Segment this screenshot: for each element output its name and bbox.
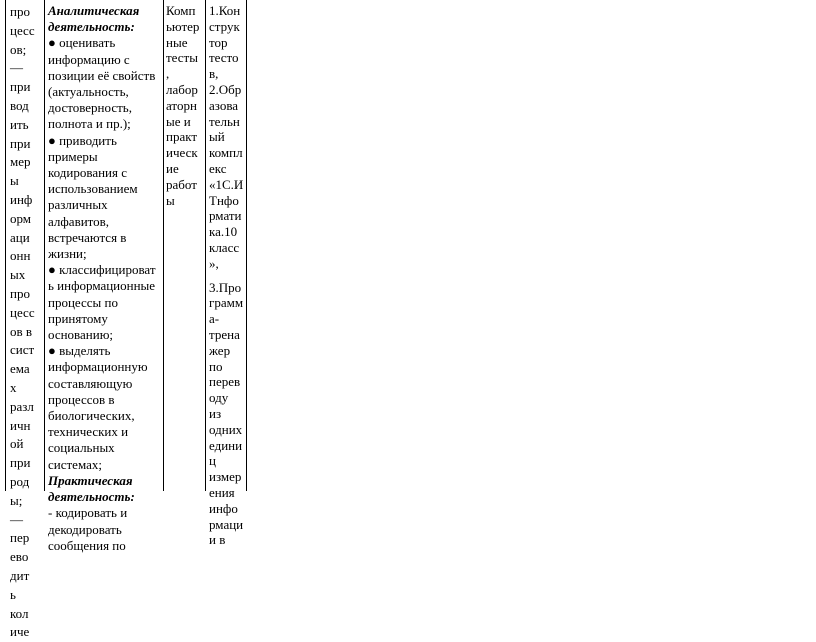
cell-text-line: про xyxy=(10,4,30,19)
cell-text-line: Тнфо xyxy=(209,192,239,208)
cell-text-line: ● выделять xyxy=(48,343,111,359)
cell-text-line: (актуальность, xyxy=(48,84,129,100)
cell-text-line: работ xyxy=(166,176,197,192)
cell-text-line: 2.Обр xyxy=(209,81,242,97)
table-border-right xyxy=(246,0,247,491)
cell-text-line: социальных xyxy=(48,440,115,456)
cell-text-line: ов в xyxy=(10,323,33,339)
cell-text-line: ов; xyxy=(10,41,27,57)
cell-text-line: примеры xyxy=(48,148,98,164)
table-column-divider xyxy=(44,0,45,491)
cell-text-line: вод xyxy=(10,97,29,113)
cell-text-line: декодировать xyxy=(48,521,122,537)
cell-text-line: род xyxy=(10,473,30,489)
cell-text-line: ие xyxy=(166,160,179,176)
cell-text-line: сообщения по xyxy=(48,537,126,553)
cell-text-line: екс xyxy=(209,160,227,176)
cell-text-line: тельн xyxy=(209,113,240,129)
cell-text-line: пер xyxy=(10,530,30,546)
cell-text-line: из xyxy=(209,405,222,421)
cell-text-line: ы; xyxy=(10,492,23,508)
cell-text-line: оду xyxy=(209,390,229,406)
cell-text-line: ой xyxy=(10,436,24,452)
cell-text-line: тесты xyxy=(166,50,198,66)
cell-text-line: дит xyxy=(10,567,30,583)
cell-text-line: жизни; xyxy=(48,246,87,262)
cell-text-line: х xyxy=(10,379,17,395)
cell-text-line: информационную xyxy=(48,359,148,375)
cell-text-line: кодирования с xyxy=(48,165,128,181)
cell-text-line: ц xyxy=(209,453,216,469)
cell-text-line: при xyxy=(10,135,31,151)
cell-text-line: ы xyxy=(10,173,19,189)
cell-text-line: сист xyxy=(10,342,35,358)
cell-text-line: ения xyxy=(209,484,235,500)
cell-text-line: ь xyxy=(10,586,16,602)
cell-text-line: биологических, xyxy=(48,408,135,424)
cell-text-line: ый xyxy=(209,129,225,145)
cell-text-line: ых xyxy=(10,267,26,283)
cell-text-line: при xyxy=(10,455,31,471)
activity-heading-analytic-b: деятельность: xyxy=(48,19,135,35)
cell-text-line: ить xyxy=(10,116,29,132)
cell-text-line: ическ xyxy=(166,145,198,161)
cell-text-line: составляющую xyxy=(48,375,133,391)
cell-text-line: аци xyxy=(10,229,30,245)
cell-text-line: — xyxy=(10,511,23,527)
cell-text-line: кол xyxy=(10,605,29,621)
table-cell-activities xyxy=(48,3,160,554)
cell-text-line: позиции её свойств xyxy=(48,67,156,83)
cell-text-line: едини xyxy=(209,437,243,453)
cell-text-line: инфо xyxy=(209,500,238,516)
cell-text-line: перев xyxy=(209,374,241,390)
activity-heading-analytic: Аналитическая xyxy=(48,3,140,18)
activity-list-practical xyxy=(48,505,160,554)
cell-text-line: разл xyxy=(10,398,34,414)
cell-text-line: ● приводить xyxy=(48,132,117,148)
cell-text-line: технических и xyxy=(48,424,129,440)
cell-text-line: достоверность, xyxy=(48,100,132,116)
cell-text-line: инф xyxy=(10,191,33,207)
cell-text-line: — xyxy=(10,60,23,76)
resource-list-part1 xyxy=(209,3,245,272)
cell-text-line: жер xyxy=(209,342,231,358)
resource-list-part2 xyxy=(209,280,245,549)
cell-text-line: рмаци xyxy=(209,516,244,532)
cell-text-line: рмати xyxy=(209,208,242,224)
cell-text-line: грамм xyxy=(209,295,244,311)
cell-text-line: одних xyxy=(209,421,243,437)
cell-text-line: принятому xyxy=(48,310,108,326)
cell-text-line: ● классифицироват xyxy=(48,262,156,278)
cell-text-line: ● оценивать xyxy=(48,35,116,51)
cell-text-line: тор xyxy=(209,34,228,50)
cell-text-line: алфавитов, xyxy=(48,213,110,229)
cell-text-line: - кодировать и xyxy=(48,505,128,521)
cell-text-line: тесто xyxy=(209,50,239,66)
cell-text-line: процессов в xyxy=(48,391,115,407)
cell-text-line: при xyxy=(10,79,31,95)
cell-text-line: », xyxy=(209,255,219,271)
cell-text-line: по xyxy=(209,358,223,374)
cell-text-line: орм xyxy=(10,210,32,226)
activity-heading-practical: Практическая xyxy=(48,472,133,488)
cell-text-line: онн xyxy=(10,248,31,264)
activity-heading-practical-b: деятельность: xyxy=(48,489,135,505)
cell-text-line: основанию; xyxy=(48,327,114,343)
cell-text-line: «1С.И xyxy=(209,176,244,192)
cell-text-line: ема xyxy=(10,361,30,377)
cell-text-line: 3.Про xyxy=(209,279,242,295)
cell-text-line: а- xyxy=(209,311,220,327)
cell-text-line: мер xyxy=(10,154,31,170)
cell-text-line: полнота и пр.); xyxy=(48,116,131,132)
cell-text-line: измер xyxy=(209,469,242,485)
cell-text-line: практ xyxy=(166,129,198,145)
cell-text-line: различных xyxy=(48,197,108,213)
cell-text-line: системах; xyxy=(48,456,102,472)
cell-text-line: процессы по xyxy=(48,294,118,310)
cell-text-line: цесс xyxy=(10,304,35,320)
cell-text-line: ево xyxy=(10,549,29,565)
cell-text-line: про xyxy=(10,285,30,301)
cell-text-line: 1.Кон xyxy=(209,3,241,18)
table-column-divider xyxy=(205,0,206,491)
cell-text-line: , xyxy=(166,66,170,82)
table-column-divider xyxy=(163,0,164,491)
table-cell-control-forms xyxy=(166,3,204,208)
table-border-left xyxy=(5,0,6,491)
cell-text-line: ь информационные xyxy=(48,278,156,294)
cell-text-line: и в xyxy=(209,532,226,548)
cell-text-line: аторн xyxy=(166,97,197,113)
cell-text-line: информацию с xyxy=(48,51,130,67)
cell-text-line: ные xyxy=(166,34,188,50)
cell-text-line: Комп xyxy=(166,3,196,18)
cell-text-line: цесс xyxy=(10,22,35,38)
cell-text-line: трена xyxy=(209,326,240,342)
cell-text-line: встречаются в xyxy=(48,229,127,245)
cell-text-line: компл xyxy=(209,145,243,161)
cell-text-line: в, xyxy=(209,66,219,82)
cell-text-line: ка.10 xyxy=(209,224,238,240)
cell-text-line: струк xyxy=(209,18,240,34)
cell-text-line: ичн xyxy=(10,417,31,433)
table-cell-resources xyxy=(209,3,245,548)
activity-list-analytic xyxy=(48,35,160,472)
cell-text-line: использованием xyxy=(48,181,138,197)
cell-text-line: ы xyxy=(166,192,175,208)
cell-text-line: азова xyxy=(209,97,239,113)
cell-text-line: лабор xyxy=(166,81,198,97)
table-cell-results xyxy=(10,3,40,642)
cell-text-line: ьютер xyxy=(166,18,200,34)
cell-text-line: класс xyxy=(209,239,240,255)
cell-text-line: иче xyxy=(10,624,30,640)
cell-text-line: ые и xyxy=(166,113,191,129)
